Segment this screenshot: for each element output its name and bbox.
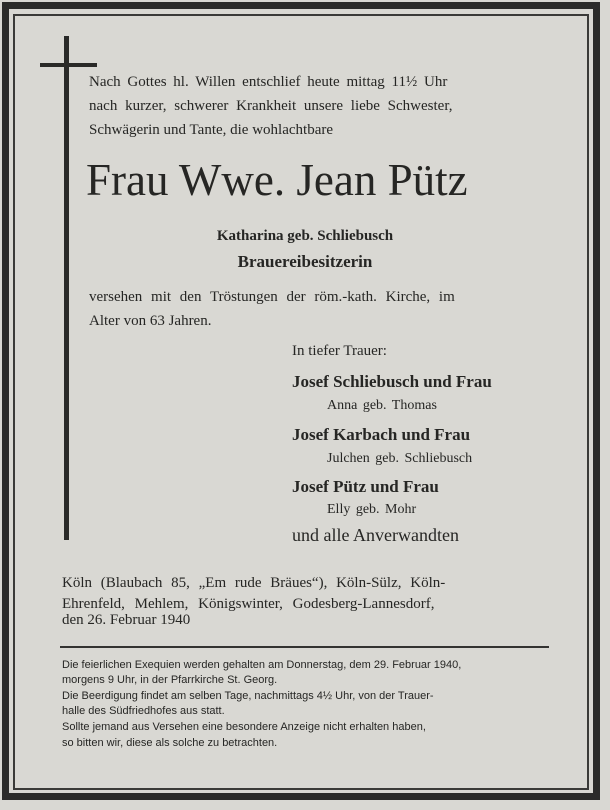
place-date-line: Köln (Blaubach 85, „Em rude Bräues“), Köln-Sülz, Köln- [62, 575, 446, 591]
provision-line: Alter von 63 Jahren. [89, 313, 212, 329]
funeral-notice-line: so bitten wir, diese als solche zu betrachten. [62, 737, 278, 749]
mourner-family: Josef Karbach und Frau [292, 425, 471, 444]
intro-line: nach kurzer, schwerer Krankheit unsere liebe Schwester, [89, 98, 453, 114]
funeral-notice-line: morgens 9 Uhr, in der Pfarrkirche St. Georg. [62, 674, 278, 686]
provision-line: versehen mit den Tröstungen der röm.-kath. Kirche, im [89, 289, 455, 305]
place-date-line: Ehrenfeld, Mehlem, Königswinter, Godesberg-Lannesdorf, [62, 596, 435, 612]
funeral-notice-line: Sollte jemand aus Versehen eine besondere Anzeige nicht erhalten haben, [62, 721, 426, 733]
mourner-spouse: Elly geb. Mohr [327, 502, 417, 517]
profession: Brauereibesitzerin [237, 252, 373, 271]
mourner-spouse: Anna geb. Thomas [327, 398, 437, 413]
mourner-spouse: Julchen geb. Schliebusch [327, 451, 473, 466]
relatives-line: und alle Anverwandten [292, 525, 459, 545]
mourner-family: Josef Pütz und Frau [292, 477, 439, 496]
funeral-notice-line: halle des Südfriedhofes aus statt. [62, 705, 225, 717]
intro-line: Nach Gottes hl. Willen entschlief heute mittag 11½ Uhr [89, 74, 448, 90]
cross-horizontal-bar [40, 63, 97, 67]
cross-vertical-bar [64, 36, 69, 540]
funeral-notice-line: Die feierlichen Exequien werden gehalten am Donnerstag, dem 29. Februar 1940, [62, 659, 462, 671]
mourning-heading: In tiefer Trauer: [292, 343, 387, 359]
deceased-name: Frau Wwe. Jean Pütz [86, 155, 468, 205]
funeral-notice-line: Die Beerdigung findet am selben Tage, nachmittags 4½ Uhr, von der Trauer- [62, 690, 434, 702]
intro-line: Schwägerin und Tante, die wohlachtbare [89, 122, 334, 138]
birth-name: Katharina geb. Schliebusch [216, 228, 394, 244]
section-divider [60, 646, 549, 648]
mourner-family: Josef Schliebusch und Frau [292, 372, 492, 391]
place-date-line: den 26. Februar 1940 [62, 612, 191, 628]
